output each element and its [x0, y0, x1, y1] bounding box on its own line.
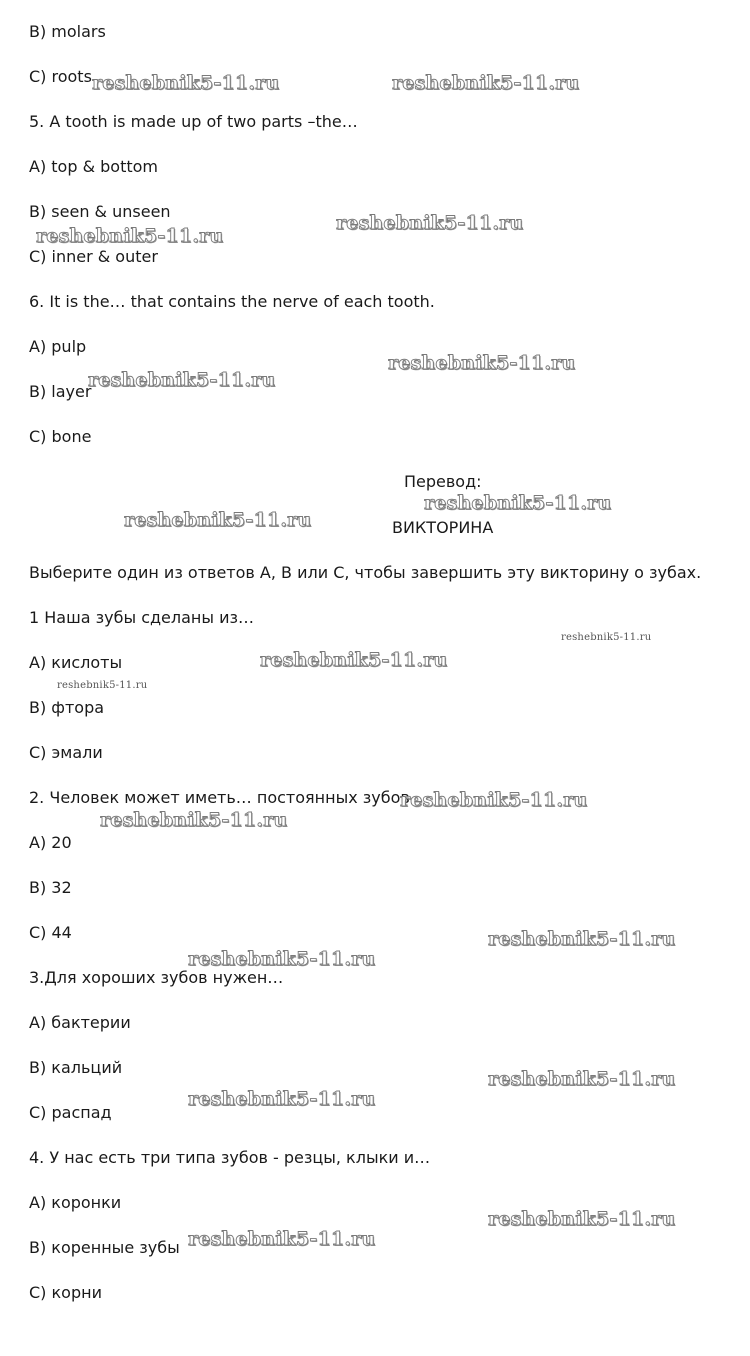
- instructions: Выберите один из ответов А, В или С, чтобы завершить эту викторину о зубах.: [29, 563, 702, 582]
- watermark-small: reshebnik5-11.ru: [561, 632, 652, 643]
- option-a-pulp: A) pulp: [29, 337, 87, 356]
- option-c-bone: C) bone: [29, 427, 92, 446]
- option-a-ru-4: A) коронки: [29, 1193, 122, 1212]
- watermark: reshebnik5-11.ru: [388, 352, 576, 374]
- option-c-inner-outer: C) inner & outer: [29, 247, 158, 266]
- option-b-ru-2: B) 32: [29, 878, 72, 897]
- question-4-ru: 4. У нас есть три типа зубов - резцы, клыки и…: [29, 1148, 431, 1167]
- question-5: 5. A tooth is made up of two parts –the…: [29, 112, 358, 131]
- option-a-ru-1: A) кислоты: [29, 653, 123, 672]
- option-a-top-bottom: A) top & bottom: [29, 157, 159, 176]
- option-c-ru-2: C) 44: [29, 923, 72, 942]
- watermark: reshebnik5-11.ru: [424, 492, 612, 514]
- question-1-ru: 1 Наша зубы сделаны из…: [29, 608, 255, 627]
- watermark: reshebnik5-11.ru: [400, 789, 588, 811]
- question-3-ru: 3.Для хороших зубов нужен…: [29, 968, 284, 987]
- watermark: reshebnik5-11.ru: [124, 509, 312, 531]
- watermark: reshebnik5-11.ru: [488, 928, 676, 950]
- watermark: reshebnik5-11.ru: [488, 1208, 676, 1230]
- question-6: 6. It is the… that contains the nerve of each tooth.: [29, 292, 435, 311]
- watermark: reshebnik5-11.ru: [188, 948, 376, 970]
- option-b-ru-1: B) фтора: [29, 698, 105, 717]
- watermark: reshebnik5-11.ru: [100, 809, 288, 831]
- option-a-ru-2: A) 20: [29, 833, 72, 852]
- option-b-seen-unseen: B) seen & unseen: [29, 202, 171, 221]
- option-c-ru-1: C) эмали: [29, 743, 103, 762]
- option-b-layer: B) layer: [29, 382, 92, 401]
- quiz-title: ВИКТОРИНА: [392, 518, 494, 537]
- option-b-ru-4: B) коренные зубы: [29, 1238, 180, 1257]
- watermark: reshebnik5-11.ru: [336, 212, 524, 234]
- question-2-ru: 2. Человек может иметь… постоянных зубов: [29, 788, 410, 807]
- option-c-ru-3: C) распад: [29, 1103, 112, 1122]
- watermark: reshebnik5-11.ru: [392, 72, 580, 94]
- watermark: reshebnik5-11.ru: [88, 369, 276, 391]
- option-c-roots: C) roots: [29, 67, 92, 86]
- watermark: reshebnik5-11.ru: [188, 1228, 376, 1250]
- translation-label: Перевод:: [404, 472, 482, 491]
- watermark-small: reshebnik5-11.ru: [57, 680, 148, 691]
- watermark: reshebnik5-11.ru: [92, 72, 280, 94]
- watermark: reshebnik5-11.ru: [488, 1068, 676, 1090]
- watermark: reshebnik5-11.ru: [36, 225, 224, 247]
- option-b-molars: B) molars: [29, 22, 106, 41]
- option-a-ru-3: A) бактерии: [29, 1013, 131, 1032]
- watermark: reshebnik5-11.ru: [260, 649, 448, 671]
- option-c-ru-4: C) корни: [29, 1283, 102, 1302]
- option-b-ru-3: B) кальций: [29, 1058, 123, 1077]
- watermark: reshebnik5-11.ru: [188, 1088, 376, 1110]
